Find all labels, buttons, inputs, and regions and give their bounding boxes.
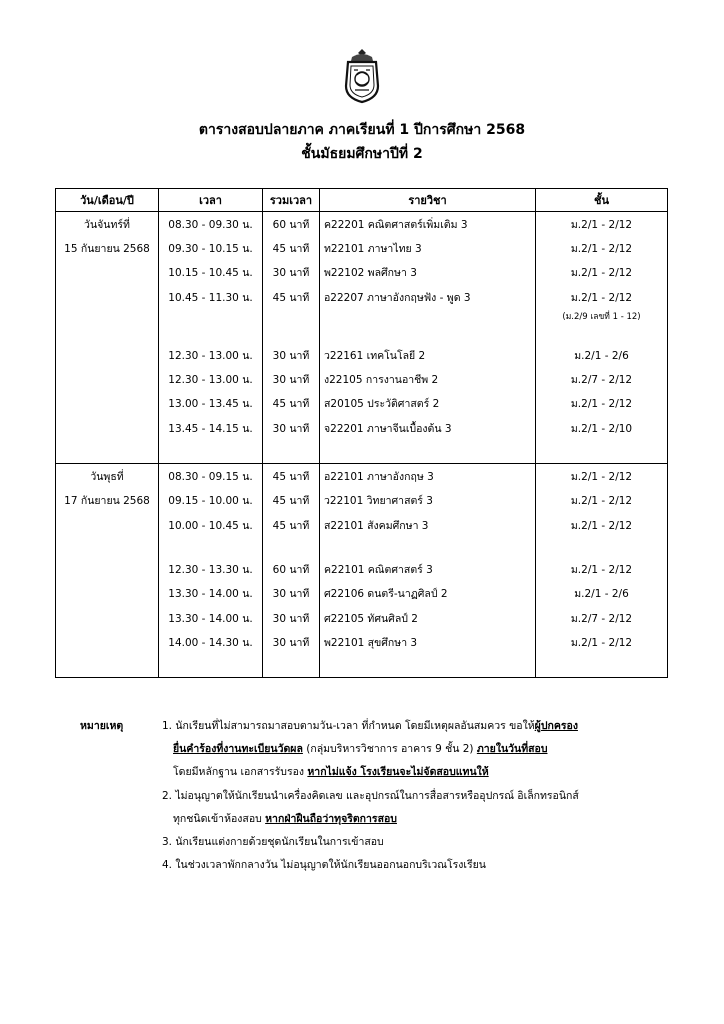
exam-grade: ม.2/1 - 2/10 <box>536 416 668 440</box>
exam-grade: ม.2/7 - 2/12 <box>536 367 668 391</box>
table-row <box>56 236 668 260</box>
grade-note: (ม.2/9 เลขที่ 1 - 12) <box>536 309 668 323</box>
table-header-row <box>56 189 668 212</box>
note-3: 3. นักเรียนแต่งกายด้วยชุดนักเรียนในการเข้าสอบ <box>162 836 384 848</box>
exam-duration: 60 นาที <box>263 212 320 237</box>
exam-grade: ม.2/1 - 2/12 <box>536 236 668 260</box>
table-row-spacer <box>56 323 668 343</box>
table-row <box>56 464 668 489</box>
table-row <box>56 557 668 581</box>
exam-grade: ม.2/1 - 2/12 <box>536 464 668 489</box>
exam-grade: ม.2/1 - 2/12 <box>536 285 668 309</box>
exam-subject: ว22101 วิทยาศาสตร์ 3 <box>320 489 536 513</box>
exam-subject: พ22102 พลศึกษา 3 <box>320 261 536 285</box>
exam-grade: ม.2/7 - 2/12 <box>536 606 668 630</box>
exam-subject: ศ22106 ดนตรี-นาฏศิลป์ 2 <box>320 582 536 606</box>
table-row <box>56 343 668 367</box>
col-header-time: เวลา <box>159 189 263 212</box>
col-header-grade: ชั้น <box>536 189 668 212</box>
exam-duration: 30 นาที <box>263 416 320 440</box>
col-header-duration: รวมเวลา <box>263 189 320 212</box>
table-row <box>56 416 668 440</box>
exam-time: 12.30 - 13.00 น. <box>159 367 263 391</box>
exam-time: 08.30 - 09.30 น. <box>159 212 263 237</box>
note-1-line-1: 1. นักเรียนที่ไม่สามารถมาสอบตามวัน-เวลา ที่กำหนด โดยมีเหตุผลอันสมควร ขอให้ผู้ปกครอง <box>162 720 578 732</box>
table-row <box>56 606 668 630</box>
exam-subject: จ22201 ภาษาจีนเบื้องต้น 3 <box>320 416 536 440</box>
exam-duration: 30 นาที <box>263 343 320 367</box>
table-row <box>56 212 668 237</box>
exam-time: 12.30 - 13.30 น. <box>159 557 263 581</box>
exam-time: 09.30 - 10.15 น. <box>159 236 263 260</box>
exam-grade: ม.2/1 - 2/12 <box>536 392 668 416</box>
exam-subject: อ22207 ภาษาอังกฤษฟัง - พูด 3 <box>320 285 536 309</box>
exam-time: 12.30 - 13.00 น. <box>159 343 263 367</box>
day-date: 15 กันยายน 2568 <box>56 236 159 260</box>
exam-time: 13.30 - 14.00 น. <box>159 582 263 606</box>
exam-duration: 30 นาที <box>263 582 320 606</box>
table-row <box>56 582 668 606</box>
notes-label: หมายเหตุ <box>80 720 124 732</box>
exam-subject: ศ22105 ทัศนศิลป์ 2 <box>320 606 536 630</box>
exam-duration: 45 นาที <box>263 285 320 309</box>
exam-time: 14.00 - 14.30 น. <box>159 630 263 654</box>
col-header-date: วัน/เดือน/ปี <box>56 189 159 212</box>
exam-schedule-table <box>55 188 668 678</box>
school-emblem-logo <box>340 48 384 104</box>
exam-subject: ส22101 สังคมศึกษา 3 <box>320 513 536 537</box>
day-name: วันพุธที่ <box>56 464 159 489</box>
table-row <box>56 513 668 537</box>
exam-grade: ม.2/1 - 2/6 <box>536 343 668 367</box>
exam-subject: ว22161 เทคโนโลยี 2 <box>320 343 536 367</box>
exam-subject: ง22105 การงานอาชีพ 2 <box>320 367 536 391</box>
exam-grade: ม.2/1 - 2/12 <box>536 261 668 285</box>
exam-grade: ม.2/1 - 2/12 <box>536 489 668 513</box>
exam-duration: 45 นาที <box>263 392 320 416</box>
exam-time: 10.00 - 10.45 น. <box>159 513 263 537</box>
exam-duration: 30 นาที <box>263 367 320 391</box>
table-row-spacer <box>56 440 668 464</box>
exam-subject: ส20105 ประวัติศาสตร์ 2 <box>320 392 536 416</box>
exam-duration: 60 นาที <box>263 557 320 581</box>
day-name: วันจันทร์ที่ <box>56 212 159 237</box>
page-subtitle: ชั้นมัธยมศึกษาปีที่ 2 <box>301 146 423 162</box>
exam-duration: 30 นาที <box>263 606 320 630</box>
table-row-spacer <box>56 654 668 678</box>
table-row <box>56 489 668 513</box>
exam-duration: 45 นาที <box>263 513 320 537</box>
table-row <box>56 367 668 391</box>
table-row-spacer <box>56 537 668 557</box>
table-row <box>56 392 668 416</box>
exam-duration: 30 นาที <box>263 630 320 654</box>
note-2-line-2: ทุกชนิดเข้าห้องสอบ หากฝ่าฝืนถือว่าทุจริตการสอบ <box>173 813 397 825</box>
exam-grade: ม.2/1 - 2/12 <box>536 212 668 237</box>
col-header-subject: รายวิชา <box>320 189 536 212</box>
day-date: 17 กันยายน 2568 <box>56 489 159 513</box>
table-row <box>56 309 668 323</box>
note-4: 4. ในช่วงเวลาพักกลางวัน ไม่อนุญาตให้นักเรียนออกนอกบริเวณโรงเรียน <box>162 859 486 871</box>
exam-subject: ท22101 ภาษาไทย 3 <box>320 236 536 260</box>
exam-subject: ค22201 คณิตศาสตร์เพิ่มเติม 3 <box>320 212 536 237</box>
table-row <box>56 630 668 654</box>
exam-subject: อ22101 ภาษาอังกฤษ 3 <box>320 464 536 489</box>
note-1-line-2: ยื่นคำร้องที่งานทะเบียนวัดผล (กลุ่มบริหารวิชาการ อาคาร 9 ชั้น 2) ภายในวันที่สอบ <box>173 743 548 755</box>
exam-duration: 30 นาที <box>263 261 320 285</box>
exam-subject: ค22101 คณิตศาสตร์ 3 <box>320 557 536 581</box>
exam-time: 10.15 - 10.45 น. <box>159 261 263 285</box>
table-row <box>56 261 668 285</box>
exam-time: 13.45 - 14.15 น. <box>159 416 263 440</box>
table-row <box>56 285 668 309</box>
exam-time: 08.30 - 09.15 น. <box>159 464 263 489</box>
exam-subject: พ22101 สุขศึกษา 3 <box>320 630 536 654</box>
exam-time: 09.15 - 10.00 น. <box>159 489 263 513</box>
note-1-line-3: โดยมีหลักฐาน เอกสารรับรอง หากไม่แจ้ง โรงเรียนจะไม่จัดสอบแทนให้ <box>173 766 489 778</box>
exam-grade: ม.2/1 - 2/12 <box>536 630 668 654</box>
exam-grade: ม.2/1 - 2/6 <box>536 582 668 606</box>
exam-grade: ม.2/1 - 2/12 <box>536 513 668 537</box>
exam-duration: 45 นาที <box>263 464 320 489</box>
exam-duration: 45 นาที <box>263 236 320 260</box>
exam-grade: ม.2/1 - 2/12 <box>536 557 668 581</box>
exam-time: 13.30 - 14.00 น. <box>159 606 263 630</box>
exam-time: 10.45 - 11.30 น. <box>159 285 263 309</box>
page-title: ตารางสอบปลายภาค ภาคเรียนที่ 1 ปีการศึกษา 2568 <box>198 122 526 138</box>
exam-duration: 45 นาที <box>263 489 320 513</box>
note-2-line-1: 2. ไม่อนุญาตให้นักเรียนนำเครื่องคิดเลข และอุปกรณ์ในการสื่อสารหรืออุปกรณ์ อิเล็กทรอนิกส์ <box>162 790 579 802</box>
exam-time: 13.00 - 13.45 น. <box>159 392 263 416</box>
